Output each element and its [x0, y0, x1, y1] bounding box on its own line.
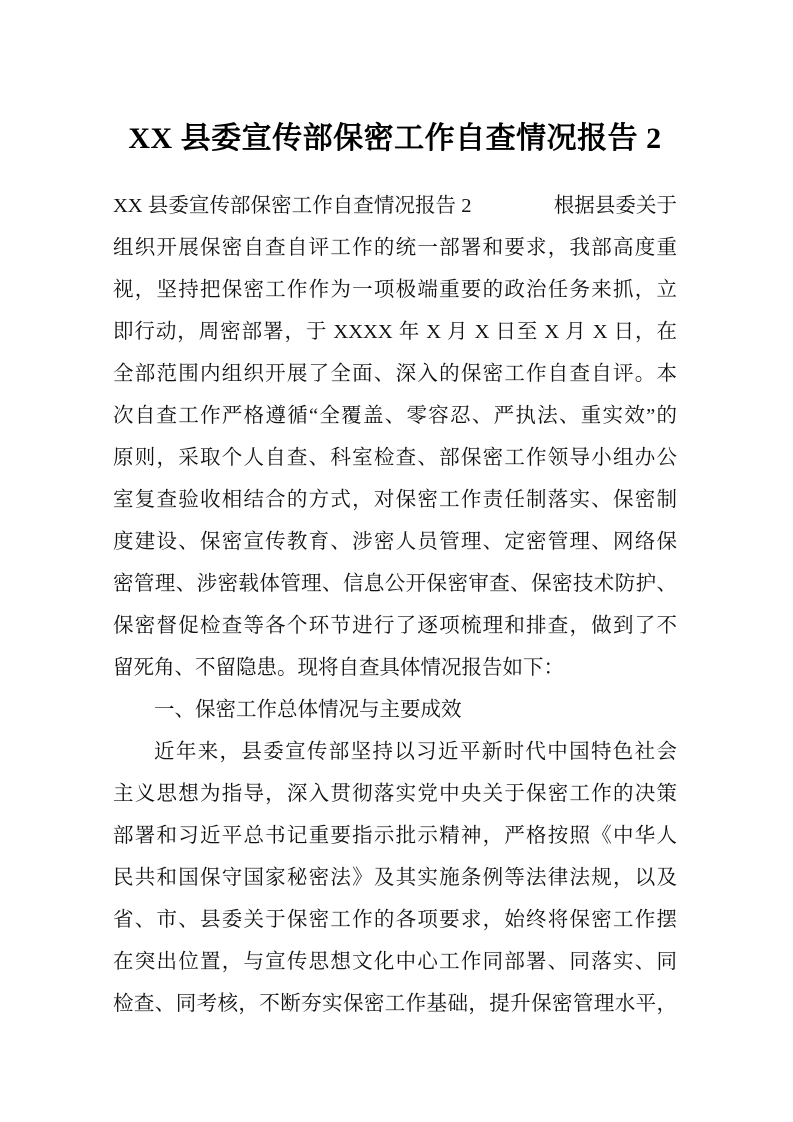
body-line: 全部范围内组织开展了全面、深入的保密工作自查自评。本 [113, 363, 677, 385]
body-line: 主义思想为指导，深入贯彻落实党中央关于保密工作的决策 [113, 783, 677, 805]
body-line: 在突出位置，与宣传思想文化中心工作同部署、同落实、同 [113, 951, 677, 973]
body-line: 留死角、不留隐患。现将自查具体情况报告如下： [113, 657, 564, 679]
body-line: 检查、同考核，不断夯实保密工作基础，提升保密管理水平， [113, 993, 677, 1015]
section-heading: 一、保密工作总体情况与主要成效 [154, 699, 462, 721]
body-line: 近年来，县委宣传部坚持以习近平新时代中国特色社会 [154, 741, 677, 763]
body-line: 室复查验收相结合的方式，对保密工作责任制落实、保密制 [113, 489, 677, 511]
document-title: XX 县委宣传部保密工作自查情况报告 2 [128, 122, 662, 155]
body-line: 原则，采取个人自查、科室检查、部保密工作领导小组办公 [113, 447, 677, 469]
body-line: 保密督促检查等各个环节进行了逐项梳理和排查，做到了不 [113, 615, 677, 637]
document-body [113, 185, 677, 1025]
body-line: 省、市、县委关于保密工作的各项要求，始终将保密工作摆 [113, 909, 677, 931]
body-line: 视，坚持把保密工作作为一项极端重要的政治任务来抓，立 [113, 279, 677, 301]
body-line: 度建设、保密宣传教育、涉密人员管理、定密管理、网络保 [113, 531, 677, 553]
body-line: 部署和习近平总书记重要指示批示精神，严格按照《中华人 [113, 825, 677, 847]
body-line: 组织开展保密自查自评工作的统一部署和要求，我部高度重 [113, 237, 677, 259]
body-line: XX 县委宣传部保密工作自查情况报告 2 根据县委关于 [113, 195, 677, 217]
body-line: 即行动，周密部署，于 XXXX 年 X 月 X 日至 X 月 X 日，在 [113, 321, 677, 343]
body-line: 民共和国保守国家秘密法》及其实施条例等法律法规，以及 [113, 867, 677, 889]
body-line: 密管理、涉密载体管理、信息公开保密审查、保密技术防护、 [113, 573, 677, 595]
body-line: 次自查工作严格遵循“全覆盖、零容忍、严执法、重实效”的 [113, 405, 677, 427]
